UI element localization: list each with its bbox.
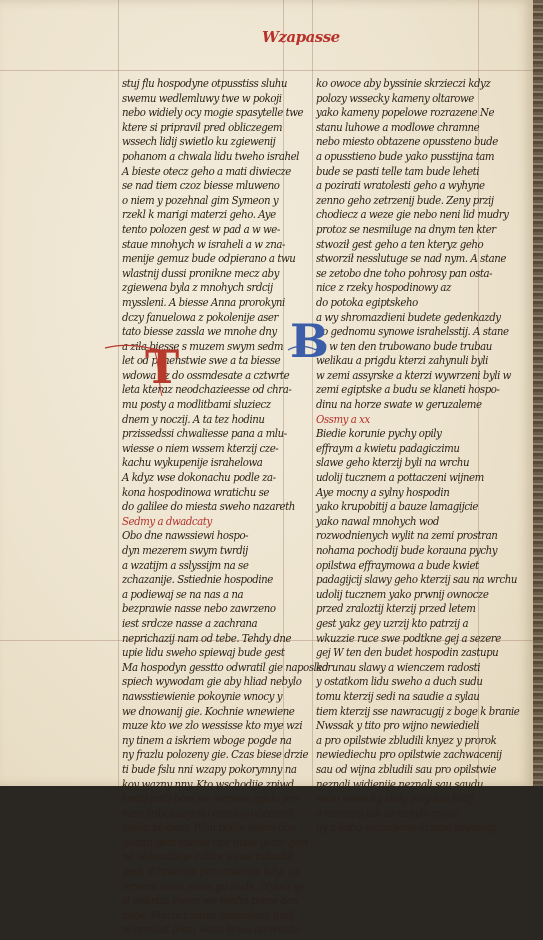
text-line: dnem y noczij. A ta tez hodinu: [122, 413, 265, 427]
text-line: bude se pasti telle tam bude leheti: [316, 165, 480, 179]
text-line: menije gemuz bude odpierano a twu: [122, 253, 296, 266]
text-line: zemi egiptske a budu se klaneti hospo-: [316, 384, 500, 398]
ruling-top: [0, 70, 533, 71]
text-line: a wy shromazdieni budete gedenkazdy: [316, 311, 501, 325]
text-line: spiech wywodam gie aby hliad nebylo: [122, 676, 302, 689]
text-line: padagijcij slawy geho kterzij sau na wrchu: [316, 574, 517, 587]
text-line: Nwssak y tito pro wijno newiedieli: [316, 720, 479, 733]
text-line: se zetobo dne toho pohrosy pan osta-: [316, 267, 493, 281]
page-edge: [533, 0, 543, 786]
text-line: tato biesse zassla we mnohe dny: [122, 326, 277, 339]
text-column-left: [122, 78, 329, 939]
text-line: a podiewaj se na nas a na: [122, 589, 244, 602]
text-line: a pro opilstwie zbludili knyez y prorok: [316, 734, 497, 748]
text-line: gest. Whnieczie pron mieczie kdyz za: [122, 866, 299, 879]
text-line: przissedssi chwaliesse pana a mlu-: [122, 428, 287, 441]
text-line: nese tribulassy slo anaplsy obcesteli: [122, 807, 294, 821]
text-line: Biedie korunie pychy opily: [316, 428, 442, 441]
text-line: welikau a prigdu kterzi zahynuli byli: [316, 355, 488, 368]
text-line: dczy fanuelowa z pokolenije aser: [122, 311, 278, 325]
text-line: zchazanije. Sstiednie hospodine: [122, 574, 273, 587]
text-line: rzekl k marigi materzi geho. Aye: [122, 209, 276, 222]
text-line: swemu wedlemluwy twe w pokoji: [122, 92, 282, 106]
text-line: wkuzzie ruce swe podtkne gej a sezere: [316, 632, 501, 646]
text-line: A kdyz wse dokonachu podle za-: [122, 472, 276, 485]
text-line: Obo dne nawssiewi hospo-: [122, 530, 249, 543]
text-line: muze kto we zlo wessisse kto mye wzi: [122, 720, 303, 733]
text-line: iest srdcze nasse a zachrana: [122, 618, 258, 631]
text-line: a pozirati wratolesti geho a wyhyne: [316, 180, 485, 193]
text-line: tiem kterzij sse nawracugij z boge k branie: [316, 705, 520, 719]
text-line: neznali widienije neznali sau saudu: [316, 778, 484, 792]
text-line: tomu kterzij sedi na saudie a sylau: [316, 691, 480, 704]
text-line: zenno geho zetrzenij bude. Zeny przij: [316, 194, 494, 208]
text-line: ny tinem a iskriem wboge pogde na: [122, 734, 292, 748]
text-line: si wskrisu swem we wedin prece den: [122, 895, 299, 908]
text-line: kostij patli bom we wrnene apldo pro: [122, 793, 299, 806]
text-line: sau od wijna zbludili sau pro opilstwie: [316, 764, 497, 777]
text-line: nebo widiely ocy mogie spasytelle twe: [122, 107, 304, 120]
text-line: ny a koho wuzugeme krasne ssyssenij: [316, 822, 496, 835]
text-line: do galilee do miesta sweho nazareth: [122, 501, 295, 514]
text-line: yako kameny popelowe rozrazene Ne: [316, 107, 495, 120]
text-line: nepravost donu wasa bowa atowisste: [122, 924, 300, 938]
text-line: myssleni. A biesse Anna prorokyni: [122, 297, 285, 310]
text-line: let od panenstwie swe a ta biesse: [122, 355, 281, 368]
text-line: slawe geho kterzij byli na wrchu: [316, 457, 470, 471]
text-line: y ostatkom lidu sweho a duch sudu: [316, 676, 483, 689]
text-line: rozwodnienych wylit na zemi prostran: [316, 530, 498, 543]
text-line: leta kteraz neodchazieesse od chra-: [122, 384, 292, 398]
text-line: gessto gest ssiewe ope bude gesto gest: [122, 837, 309, 850]
text-line: upie lidu sweho spiewaj bude gest: [122, 647, 285, 660]
text-line: nebo miesto obtazene opussteno bude: [316, 136, 498, 149]
text-line: mu posty a modlitbami sluziecz: [122, 399, 271, 412]
flourish-red: [100, 338, 170, 398]
text-line: udolij tucznem a pottaczeni wijnem: [316, 472, 484, 485]
text-line: Sedmy a dwadcaty: [122, 516, 212, 529]
text-line: koy wazny nny. Kto wschodije zpiwd: [122, 778, 294, 792]
text-line: we dnowanij gie. Kochnie wnewiene: [122, 705, 295, 719]
text-line: do potoka egiptskeho: [316, 297, 418, 310]
text-line: po gednomu synowe israhelsstij. A stane: [316, 326, 509, 339]
text-line: tento polozen gest w pad a w we-: [122, 224, 280, 237]
text-line: przed zraloztij kterzij przed letem: [316, 603, 476, 616]
text-line: stanu luhowe a modlowe chramne: [316, 122, 480, 135]
text-line: ktere si pripravil pred obliczegem: [122, 122, 283, 135]
text-line: ti bude fslu nni wzapy pokorymny na: [122, 764, 297, 777]
text-line: chodiecz a weze gie nebo neni lid mudry: [316, 209, 509, 222]
text-line: gest yakz gey uzrzij kto patrzij a: [316, 618, 469, 631]
text-line: na wslo zabige zabite ssiwe tulizabit: [122, 851, 294, 865]
text-line: yako nawal mnohych wod: [316, 516, 439, 529]
text-line: w zemi assyrske a kterzi wywrzeni byli w: [316, 370, 511, 383]
text-line: ko owoce aby byssinie skrzieczi kdyz: [316, 78, 491, 91]
running-head: Wzapasse: [262, 28, 340, 46]
text-line: Aye mocny a sylny hospodin: [316, 486, 450, 500]
text-line: nebo wssecky stoly plny sau blitij: [316, 793, 473, 806]
text-line: pohanom a chwala lidu tweho israhel: [122, 151, 299, 164]
text-line: a nerzadu tak ze nebylo mijsta: [316, 807, 461, 821]
text-line: zgiewena byla z mnohych srdcij: [122, 282, 273, 295]
text-line: ny frazlu polozeny gie. Czas biese drzie: [122, 749, 309, 762]
text-line: A bieste otecz geho a mati diwiecze: [122, 165, 291, 179]
initial-letter-blue: B: [290, 314, 329, 368]
text-line: stuj flu hospodyne otpusstiss sluhu: [122, 78, 288, 91]
text-line: effraym a kwietu padagiczimu: [316, 443, 460, 456]
text-line: opilstwa effraymowa a bude kwiet: [316, 559, 479, 573]
text-line: kona hospodinowa wratichu se: [122, 486, 270, 500]
text-line: korunau slawy a wienczem radosti: [316, 661, 481, 675]
text-line: yako krupobitij a bauze lamagijcie: [316, 501, 478, 514]
text-line: se w ten den trubowano bude trubau: [316, 340, 492, 354]
text-line: wssech lidij swietlo ku zgiewenij: [122, 136, 276, 149]
text-line: wiesse o niem wssem kterzij cze-: [122, 443, 279, 456]
text-line: nebe. Prorocz nawn opnissienu budi: [122, 910, 295, 923]
text-line: Ma hospodyn gesstto odwratil gie naposled: [122, 661, 329, 675]
text-line: gej W ten den budet hospodin zastupu: [316, 647, 499, 660]
text-line: newiediechu pro opilstwie zachwacenij: [316, 749, 502, 762]
text-line: staue mnohych w israheli a w zna-: [122, 238, 285, 252]
text-line: bezprawie nasse nebo zawrzeno: [122, 603, 276, 616]
text-line: a wzatijm a sslyssijm na se: [122, 559, 249, 573]
text-line: o niem y pozehnal gim Symeon y: [122, 194, 279, 208]
text-line: wdowa az do ossmdesate a cztwrte: [122, 370, 290, 383]
text-line: protoz se nesmiluge na dnym ten kter: [316, 224, 496, 237]
text-column-right: [316, 78, 520, 837]
text-line: polozy wssecky kameny oltarowe: [316, 92, 474, 106]
text-line: a zila biesse s muzem swym sedm: [122, 340, 284, 354]
text-line: nice z rzeky hospodinowy az: [316, 282, 451, 295]
text-line: a opusstieno bude yako pusstijna tam: [316, 151, 495, 164]
text-line: swien plodem. Whu podle swem obo: [122, 822, 296, 835]
text-line: stworził nesslutuge se nad nym. A stane: [316, 253, 506, 266]
text-line: Ossmy a xx: [316, 413, 370, 427]
text-line: dinu na horze swate w geruzaleme: [316, 399, 482, 412]
text-line: neprichazij nam od tebe. Tehdy dne: [122, 632, 292, 646]
text-line: udolij tucznem yako prwnij ownocze: [316, 589, 489, 602]
text-line: kachu wykupenije israhelowa: [122, 457, 263, 471]
text-line: wrzenu bude slnim gu bude. Wyssli ge: [122, 880, 305, 894]
text-line: stwoził gest geho a ten kteryz geho: [316, 238, 484, 252]
flourish-blue: [286, 336, 326, 376]
text-line: nohama pochodij bude korauna pychy: [316, 545, 498, 558]
initial-letter-red: T: [145, 340, 180, 394]
text-line: nawsstiewienie pokoynie wnocy y: [122, 691, 283, 704]
text-line: dyn mezerem swym twrdij: [122, 545, 248, 558]
text-line: se nad tiem czoz biesse mluweno: [122, 180, 280, 193]
text-line: wlastnij dussi pronikne mecz aby: [122, 267, 279, 281]
